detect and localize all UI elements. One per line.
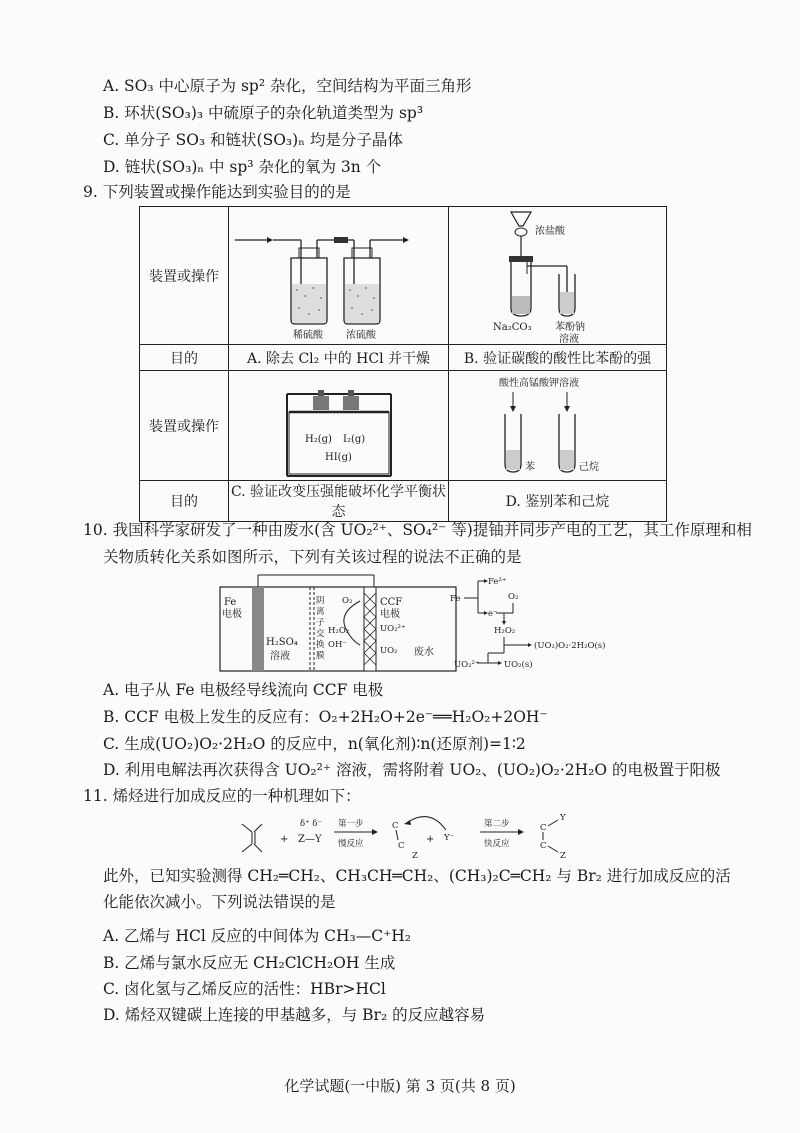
q10-stem-2: 关物质转化关系如图所示，下列有关该过程的说法不正确的是: [103, 548, 522, 566]
mech-step1-bottom: 慢反应: [338, 839, 364, 849]
q10-electrochem-cell: [218, 573, 461, 673]
q8-option-c: C. 单分子 SO₃ 和链状(SO₃)ₙ 均是分子晶体: [103, 131, 403, 149]
label-dilute-h2so4: 稀硫酸: [293, 329, 323, 341]
cell-membrane-3: 子: [316, 618, 325, 628]
mech-y: Y: [560, 813, 566, 823]
label-conc-hcl: 浓盐酸: [535, 225, 565, 237]
mech-y-minus: Y⁻: [444, 833, 455, 843]
cell-membrane-5: 换: [316, 640, 325, 650]
mech-step2-top: 第二步: [484, 819, 510, 829]
scheme-fe2plus: Fe²⁺: [488, 577, 507, 587]
mech-c3: C: [540, 823, 547, 833]
label-solution: 溶液: [559, 333, 579, 344]
q9-stem: 9. 下列装置或操作能达到实验目的的是: [83, 183, 351, 201]
q11-option-b: B. 乙烯与氯水反应无 CH₂ClCH₂OH 生成: [103, 954, 396, 972]
label-kmno4: 酸性高锰酸钾溶液: [499, 377, 579, 389]
q9-purpose-c: C. 验证改变压强能破坏化学平衡状态: [229, 481, 449, 522]
mech-delta: δ⁺ δ⁻: [300, 819, 322, 829]
q10-option-c: C. 生成(UO₂)O₂·2H₂O 的反应中，n(氧化剂)∶n(还原剂)=1∶2: [103, 735, 526, 753]
scheme-fe: Fe: [450, 594, 461, 604]
scheme-e: e⁻: [488, 609, 498, 619]
cell-uo2: UO₂: [380, 646, 398, 656]
cell-ccf: CCF: [380, 597, 403, 608]
q11-mechanism: [240, 808, 600, 864]
scheme-o2: O₂: [508, 592, 519, 602]
q8-option-d: D. 链状(SO₃)ₙ 中 sp³ 杂化的氧为 3n 个: [103, 158, 382, 176]
page-footer: 化学试题(一中版) 第 3 页(共 8 页): [284, 1077, 516, 1095]
label-conc-h2so4: 浓硫酸: [346, 329, 376, 341]
q9-table: [139, 206, 667, 522]
cell-solution: 溶液: [270, 651, 290, 662]
cell-oh: OH⁻: [328, 640, 347, 650]
scheme-uo2-2plus: UO₂²⁺: [454, 660, 480, 670]
q9-figure-b: [449, 207, 667, 345]
cell-h2so4: H₂SO₄: [266, 637, 298, 648]
scheme-uo2s: UO₂(s): [504, 660, 533, 670]
cell-fe-electrode: 电极: [222, 609, 242, 620]
cell-membrane-4: 交: [316, 629, 325, 639]
cell-uo2-2plus: UO₂²⁺: [380, 624, 406, 634]
q9-row-label-device-2: 装置或操作: [140, 371, 229, 481]
q8-option-b: B. 环状(SO₃)₃ 中硫原子的杂化轨道类型为 sp³: [103, 104, 424, 122]
mech-c1: C: [392, 821, 399, 831]
q10-stem-1: 10. 我国科学家研发了一种由废水(含 UO₂²⁺、SO₄²⁻ 等)提铀并同步产电的工艺，其工作原理和相: [83, 521, 752, 539]
mech-step1-top: 第一步: [338, 819, 364, 829]
q10-conversion-scheme: [448, 571, 638, 671]
mech-plus-2: +: [426, 834, 435, 845]
cell-ccf-electrode: 电极: [380, 609, 400, 620]
q9-purpose-a: A. 除去 Cl₂ 中的 HCl 并干燥: [229, 345, 449, 371]
q11-stem: 11. 烯烃进行加成反应的一种机理如下：: [83, 787, 361, 805]
q9-row-label-purpose-1: 目的: [140, 345, 229, 371]
q11-option-a: A. 乙烯与 HCl 反应的中间体为 CH₃—C⁺H₂: [103, 927, 412, 945]
mech-step2-bottom: 快反应: [484, 839, 510, 849]
scheme-product: (UO₂)O₂·2H₂O(s): [534, 641, 606, 651]
mech-plus-1: +: [280, 834, 289, 845]
q11-option-d: D. 烯烃双键碳上连接的甲基越多，与 Br₂ 的反应越容易: [103, 1006, 486, 1024]
label-na2co3: Na₂CO₃: [493, 321, 532, 333]
scheme-h2o2: H₂O₂: [494, 626, 516, 636]
cell-fe: Fe: [224, 597, 237, 608]
q8-option-a: A. SO₃ 中心原子为 sp² 杂化，空间结构为平面三角形: [103, 77, 472, 95]
cell-waste: 废水: [414, 647, 434, 658]
mech-c4: C: [540, 841, 547, 851]
cell-membrane-2: 离: [316, 607, 325, 617]
q9-purpose-d: D. 鉴别苯和己烷: [449, 481, 667, 522]
q9-purpose-b: B. 验证碳酸的酸性比苯酚的强: [449, 345, 667, 371]
cell-h2o2: H₂O₂: [328, 626, 350, 636]
mech-c2: C: [398, 841, 405, 851]
mech-z2: Z: [560, 851, 566, 861]
mech-zy: Z—Y: [298, 834, 322, 845]
q10-option-d: D. 利用电解法再次获得含 UO₂²⁺ 溶液，需将附着 UO₂、(UO₂)O₂·2H₂O 的电极置于阳极: [103, 761, 721, 779]
label-h2: H₂(g): [305, 433, 332, 445]
q10-option-b: B. CCF 电极上发生的反应有：O₂+2H₂O+2e⁻══H₂O₂+2OH⁻: [103, 708, 548, 726]
q9-row-label-purpose-2: 目的: [140, 481, 229, 522]
q10-option-a: A. 电子从 Fe 电极经导线流向 CCF 电极: [103, 681, 384, 699]
mech-z1: Z: [412, 851, 418, 861]
q9-figure-a: [229, 207, 449, 345]
q11-option-c: C. 卤化氢与乙烯反应的活性：HBr>HCl: [103, 980, 386, 998]
q11-text-2: 化能依次减小。下列说法错误的是: [103, 893, 336, 911]
cell-membrane-6: 膜: [316, 651, 325, 661]
q11-text-1: 此外，已知实验测得 CH₂═CH₂、CH₃CH═CH₂、(CH₃)₂C═CH₂ 与 Br₂ 进行加成反应的活: [103, 867, 731, 885]
label-benzene: 苯: [525, 461, 535, 473]
label-hi: HI(g): [325, 451, 352, 463]
label-hexane: 己烷: [579, 461, 599, 473]
cell-o2: O₂: [342, 596, 353, 606]
q9-row-label-device-1: 装置或操作: [140, 207, 229, 345]
label-i2: I₂(g): [343, 433, 366, 445]
q9-figure-d: [449, 371, 667, 481]
label-phenoxide: 苯酚钠: [555, 321, 585, 333]
q9-figure-c: [229, 371, 449, 481]
cell-membrane-1: 阴: [316, 596, 325, 606]
